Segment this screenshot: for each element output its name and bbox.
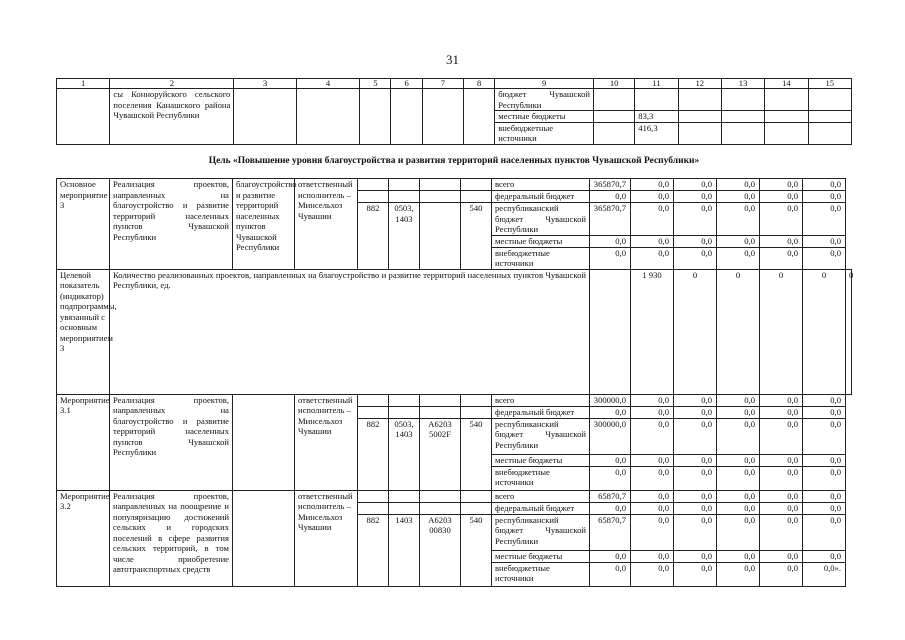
value-cell: 0,0: [760, 406, 803, 418]
value-cell: 0,0: [760, 191, 803, 203]
indicator-value: 0: [803, 269, 846, 394]
value-cell: 0,0: [717, 394, 760, 406]
value-cell: 0,0: [803, 179, 846, 191]
value-cell: 0,0: [760, 394, 803, 406]
value-cell: 0,0: [760, 418, 803, 454]
budget-code-c7: A6203 00830: [420, 514, 461, 586]
value-cell: 0,0: [760, 490, 803, 502]
indicator-value: 0: [846, 269, 852, 394]
value-cell: 0,0: [674, 490, 717, 502]
table-row: [57, 179, 852, 191]
value-cell: 0,0: [590, 550, 631, 562]
activity-name: Мероприятие 3.1: [57, 394, 110, 490]
value-cell: 0,0: [631, 454, 674, 466]
source-cell: бюджет Чувашской Республики: [495, 89, 594, 111]
value-cell: 0,0: [590, 191, 631, 203]
value-cell: 0,0: [803, 394, 846, 406]
value-cell: 0,0: [717, 514, 760, 550]
source-cell: местные бюджеты: [492, 235, 590, 247]
value-cell: 0,0: [717, 191, 760, 203]
value-cell: 0,0: [631, 418, 674, 454]
page-number: 31: [446, 52, 459, 67]
value-cell: 0,0: [674, 203, 717, 236]
table-row: местные бюджеты 83,3: [57, 111, 852, 123]
value-cell: 0,0: [760, 235, 803, 247]
value-cell: 0,0: [760, 203, 803, 236]
header-cell: 1: [57, 79, 110, 89]
header-row: [57, 79, 852, 89]
budget-code-c7: [420, 203, 461, 270]
table-row: внебюджетные источники 416,3: [57, 122, 852, 144]
value-cell: 0,0: [803, 466, 846, 490]
value-cell: 0,0: [631, 514, 674, 550]
responsible-executor: ответственный исполнитель – Минсельхоз Чувашии: [295, 179, 358, 270]
responsible-executor: ответственный исполнитель – Минсельхоз Чувашии: [295, 490, 358, 586]
value-cell: 0,0: [631, 550, 674, 562]
value-cell: 0,0: [760, 466, 803, 490]
value-cell: 0,0: [803, 490, 846, 502]
value-cell: 0,0: [674, 514, 717, 550]
value-cell: 0,0: [674, 466, 717, 490]
budget-code-c6: 1403: [389, 514, 420, 586]
budget-table-main: [56, 178, 852, 587]
indicator-value: 0: [674, 269, 717, 394]
value-cell: 300000,0: [590, 394, 631, 406]
activity-goal: благоустройство и развитие территорий населенных пунктов Чувашской Республики: [233, 179, 295, 270]
source-cell: федеральный бюджет: [492, 502, 590, 514]
value-cell: 0,0: [631, 502, 674, 514]
value-cell: 0,0: [674, 394, 717, 406]
budget-code-c8: 540: [461, 418, 492, 490]
value-cell: 0,0: [803, 502, 846, 514]
table-row: [57, 394, 852, 406]
value-cell: 0,0: [674, 502, 717, 514]
value-cell: 0,0: [717, 247, 760, 269]
value-cell: 0,0: [760, 514, 803, 550]
header-cell: 5: [360, 79, 391, 89]
value-cell: 0,0: [760, 179, 803, 191]
header-cell: 8: [464, 79, 495, 89]
header-cell: 7: [422, 79, 463, 89]
source-cell: всего: [492, 490, 590, 502]
value-cell: 0,0: [803, 418, 846, 454]
source-cell: местные бюджеты: [495, 111, 594, 123]
header-cell: 15: [808, 79, 851, 89]
value-cell: 0,0: [631, 562, 674, 586]
table-row: [57, 89, 852, 111]
source-cell: внебюджетные источники: [492, 562, 590, 586]
activity-description: Реализация проектов, направленных на поощрение и популяризацию достижений сельских и городских поселений в сфере развития сельских территорий, в том числе приобретение автотранспортных средств: [110, 490, 233, 586]
value-cell: 0,0: [674, 247, 717, 269]
header-cell: 9: [495, 79, 594, 89]
value-cell: 0,0: [717, 502, 760, 514]
value-cell: 0,0: [803, 406, 846, 418]
value-cell: 0,0: [590, 562, 631, 586]
budget-code-c8: 540: [461, 514, 492, 586]
source-cell: федеральный бюджет: [492, 406, 590, 418]
activity-goal: [233, 394, 295, 490]
source-cell: внебюджетные источники: [492, 466, 590, 490]
value-cell: 0,0: [803, 550, 846, 562]
indicator-row: [57, 269, 852, 394]
cont-col2: сы Конноруйского сельского поселения Канашского района Чувашской Республики: [110, 89, 234, 145]
value-cell: 0,0: [717, 235, 760, 247]
value-cell: 0,0: [631, 191, 674, 203]
value-cell: 0,0: [631, 247, 674, 269]
value-cell: 0,0: [590, 406, 631, 418]
budget-code-c5: 882: [358, 514, 389, 586]
value-cell: 0,0: [631, 203, 674, 236]
value-cell: 0,0: [803, 247, 846, 269]
budget-code-c7: A6203 5002F: [420, 418, 461, 490]
activity-description: Реализация проектов, направленных на благоустройство и развитие территорий населенных пунктов Чувашской Республики: [110, 394, 233, 490]
value-cell: 0,0: [760, 502, 803, 514]
value-cell: 0,0: [631, 179, 674, 191]
indicator-text: Количество реализованных проектов, направленных на благоустройство и развитие территорий населенных пунктов Чувашской Республики, ед.: [110, 269, 590, 394]
goal-title: Цель «Повышение уровня благоустройства и развития территорий населенных пунктов Чувашской Республики»: [208, 156, 700, 166]
header-cell: 14: [765, 79, 808, 89]
value-cell: 0,0: [674, 406, 717, 418]
value-cell: 65870,7: [590, 490, 631, 502]
header-cell: 13: [721, 79, 764, 89]
value-cell: 0,0: [803, 203, 846, 236]
value-cell: 0,0: [717, 550, 760, 562]
value-cell: 0,0: [674, 179, 717, 191]
value-cell: 0,0».: [803, 562, 846, 586]
header-cell: 10: [593, 79, 634, 89]
value-cell: 0,0: [760, 550, 803, 562]
value-cell: 0,0: [631, 490, 674, 502]
source-cell: республиканский бюджет Чувашской Республики: [492, 203, 590, 236]
value-cell: 0,0: [717, 562, 760, 586]
source-cell: местные бюджеты: [492, 550, 590, 562]
header-cell: 4: [296, 79, 359, 89]
value-cell: 65870,7: [590, 514, 631, 550]
header-cell: 2: [110, 79, 234, 89]
value-cell: 0,0: [674, 550, 717, 562]
value-cell: 0,0: [674, 454, 717, 466]
indicator-value: 1 930: [631, 269, 674, 394]
value-cell: 0,0: [631, 394, 674, 406]
value-cell: 0,0: [717, 179, 760, 191]
budget-code-c5: 882: [358, 203, 389, 270]
indicator-value: 0: [760, 269, 803, 394]
activity-goal: [233, 490, 295, 586]
budget-code-c8: 540: [461, 203, 492, 270]
value-cell: 0,0: [803, 454, 846, 466]
value-cell: 0,0: [590, 502, 631, 514]
value-cell: 0,0: [760, 562, 803, 586]
indicator-name: Целевой показатель (индикатор) подпрограммы, увязанный с основным мероприятием 3: [57, 269, 110, 394]
value-cell: 0,0: [717, 406, 760, 418]
value-cell: 0,0: [717, 418, 760, 454]
value-cell: 0,0: [803, 235, 846, 247]
value-cell: 365870,7: [590, 179, 631, 191]
source-cell: республиканский бюджет Чувашской Республики: [492, 514, 590, 550]
value-cell: 0,0: [590, 466, 631, 490]
header-cell: 3: [234, 79, 296, 89]
value-cell: 300000,0: [590, 418, 631, 454]
budget-code-c6: 0503, 1403: [389, 418, 420, 490]
value-cell: 0,0: [590, 454, 631, 466]
value-cell: 0,0: [717, 203, 760, 236]
source-cell: федеральный бюджет: [492, 191, 590, 203]
budget-table-top: [56, 78, 852, 145]
value-cell: 365870,7: [590, 203, 631, 236]
activity-name: Основное мероприятие 3: [57, 179, 110, 270]
source-cell: всего: [492, 394, 590, 406]
source-cell: внебюджетные источники: [492, 247, 590, 269]
value-cell: 0,0: [631, 406, 674, 418]
budget-code-c6: 0503, 1403: [389, 203, 420, 270]
value-cell: 0,0: [674, 191, 717, 203]
source-cell: республиканский бюджет Чувашской Республики: [492, 418, 590, 454]
indicator-value: 0: [717, 269, 760, 394]
value-cell: 0,0: [674, 418, 717, 454]
value-cell: 0,0: [590, 235, 631, 247]
value-cell: 0,0: [717, 490, 760, 502]
value-cell: 0,0: [760, 247, 803, 269]
responsible-executor: ответственный исполнитель – Минсельхоз Чувашии: [295, 394, 358, 490]
value-cell: 0,0: [631, 235, 674, 247]
source-cell: внебюджетные источники: [495, 122, 594, 144]
value-cell: 0,0: [717, 466, 760, 490]
header-cell: 12: [678, 79, 721, 89]
value-cell: 0,0: [674, 235, 717, 247]
table-row: [57, 490, 852, 502]
source-cell: местные бюджеты: [492, 454, 590, 466]
value-cell: 0,0: [803, 191, 846, 203]
value-cell: 0,0: [674, 562, 717, 586]
header-cell: 11: [635, 79, 678, 89]
activity-description: Реализация проектов, направленных на благоустройство и развитие территорий населенных пунктов Чувашской Республики: [110, 179, 233, 270]
budget-code-c5: 882: [358, 418, 389, 490]
value-cell: 0,0: [760, 454, 803, 466]
header-cell: 6: [391, 79, 422, 89]
value-cell: 0,0: [803, 514, 846, 550]
value-cell: 0,0: [631, 466, 674, 490]
value-cell: 0,0: [717, 454, 760, 466]
activity-name: Мероприятие 3.2: [57, 490, 110, 586]
value-cell: 0,0: [590, 247, 631, 269]
source-cell: всего: [492, 179, 590, 191]
